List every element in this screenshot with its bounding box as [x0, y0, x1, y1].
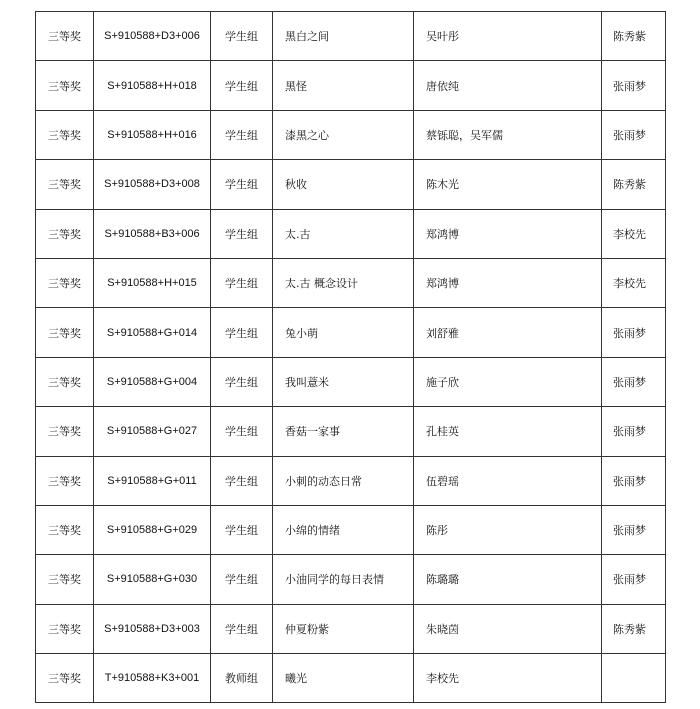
teacher-cell: 张雨梦 [602, 555, 666, 604]
work-title-cell: 太.古 [273, 209, 414, 258]
awards-table [35, 11, 666, 703]
award-level-cell: 三等奖 [36, 110, 94, 159]
author-cell: 朱晓茵 [414, 604, 602, 653]
author-cell: 蔡铄聪，吴军儒 [414, 110, 602, 159]
author-cell: 陈木光 [414, 160, 602, 209]
work-title-cell: 黑怪 [273, 61, 414, 110]
entry-code-cell: S+910588+D3+008 [94, 160, 211, 209]
table-row [36, 308, 666, 357]
author-cell: 陈璐璐 [414, 555, 602, 604]
work-title-cell: 仲夏粉紫 [273, 604, 414, 653]
table-row [36, 258, 666, 307]
group-cell: 学生组 [211, 456, 273, 505]
author-cell: 郑鸿博 [414, 258, 602, 307]
group-cell: 学生组 [211, 357, 273, 406]
entry-code-cell: S+910588+G+029 [94, 505, 211, 554]
entry-code-cell: S+910588+H+015 [94, 258, 211, 307]
entry-code-cell: S+910588+G+004 [94, 357, 211, 406]
awards-table-body [36, 12, 666, 703]
work-title-cell: 小刺的动态日常 [273, 456, 414, 505]
author-cell: 陈彤 [414, 505, 602, 554]
award-level-cell: 三等奖 [36, 12, 94, 61]
teacher-cell: 张雨梦 [602, 357, 666, 406]
group-cell: 学生组 [211, 258, 273, 307]
work-title-cell: 小绵的情绪 [273, 505, 414, 554]
teacher-cell: 李校先 [602, 209, 666, 258]
teacher-cell [602, 654, 666, 703]
teacher-cell: 李校先 [602, 258, 666, 307]
entry-code-cell: S+910588+D3+003 [94, 604, 211, 653]
table-row [36, 407, 666, 456]
group-cell: 学生组 [211, 61, 273, 110]
award-level-cell: 三等奖 [36, 407, 94, 456]
group-cell: 学生组 [211, 505, 273, 554]
work-title-cell: 黑白之间 [273, 12, 414, 61]
entry-code-cell: S+910588+D3+006 [94, 12, 211, 61]
work-title-cell: 香菇一家事 [273, 407, 414, 456]
entry-code-cell: S+910588+G+011 [94, 456, 211, 505]
work-title-cell: 曦光 [273, 654, 414, 703]
work-title-cell: 太.古 概念设计 [273, 258, 414, 307]
table-row [36, 654, 666, 703]
entry-code-cell: S+910588+H+016 [94, 110, 211, 159]
teacher-cell: 陈秀紫 [602, 160, 666, 209]
award-level-cell: 三等奖 [36, 209, 94, 258]
table-row [36, 555, 666, 604]
group-cell: 学生组 [211, 110, 273, 159]
group-cell: 教师组 [211, 654, 273, 703]
award-level-cell: 三等奖 [36, 160, 94, 209]
work-title-cell: 兔小萌 [273, 308, 414, 357]
author-cell: 伍碧瑶 [414, 456, 602, 505]
award-level-cell: 三等奖 [36, 505, 94, 554]
award-level-cell: 三等奖 [36, 61, 94, 110]
table-row [36, 12, 666, 61]
entry-code-cell: S+910588+H+018 [94, 61, 211, 110]
group-cell: 学生组 [211, 209, 273, 258]
author-cell: 施子欣 [414, 357, 602, 406]
table-row [36, 110, 666, 159]
teacher-cell: 张雨梦 [602, 308, 666, 357]
entry-code-cell: S+910588+G+030 [94, 555, 211, 604]
award-level-cell: 三等奖 [36, 604, 94, 653]
work-title-cell: 秋收 [273, 160, 414, 209]
group-cell: 学生组 [211, 604, 273, 653]
award-level-cell: 三等奖 [36, 258, 94, 307]
entry-code-cell: T+910588+K3+001 [94, 654, 211, 703]
table-row [36, 209, 666, 258]
author-cell: 孔桂英 [414, 407, 602, 456]
teacher-cell: 陈秀紫 [602, 604, 666, 653]
table-row [36, 61, 666, 110]
group-cell: 学生组 [211, 160, 273, 209]
teacher-cell: 张雨梦 [602, 505, 666, 554]
table-row [36, 357, 666, 406]
group-cell: 学生组 [211, 407, 273, 456]
award-level-cell: 三等奖 [36, 555, 94, 604]
author-cell: 李校先 [414, 654, 602, 703]
author-cell: 吴叶彤 [414, 12, 602, 61]
work-title-cell: 我叫薏米 [273, 357, 414, 406]
entry-code-cell: S+910588+B3+006 [94, 209, 211, 258]
work-title-cell: 漆黑之心 [273, 110, 414, 159]
table-row [36, 456, 666, 505]
entry-code-cell: S+910588+G+014 [94, 308, 211, 357]
teacher-cell: 张雨梦 [602, 110, 666, 159]
award-level-cell: 三等奖 [36, 456, 94, 505]
award-level-cell: 三等奖 [36, 357, 94, 406]
work-title-cell: 小油同学的每日表情 [273, 555, 414, 604]
table-row [36, 604, 666, 653]
award-level-cell: 三等奖 [36, 654, 94, 703]
author-cell: 唐依纯 [414, 61, 602, 110]
teacher-cell: 张雨梦 [602, 407, 666, 456]
group-cell: 学生组 [211, 555, 273, 604]
entry-code-cell: S+910588+G+027 [94, 407, 211, 456]
teacher-cell: 张雨梦 [602, 61, 666, 110]
author-cell: 刘舒雅 [414, 308, 602, 357]
teacher-cell: 张雨梦 [602, 456, 666, 505]
table-row [36, 505, 666, 554]
group-cell: 学生组 [211, 12, 273, 61]
author-cell: 郑鸿博 [414, 209, 602, 258]
award-level-cell: 三等奖 [36, 308, 94, 357]
table-row [36, 160, 666, 209]
group-cell: 学生组 [211, 308, 273, 357]
teacher-cell: 陈秀紫 [602, 12, 666, 61]
